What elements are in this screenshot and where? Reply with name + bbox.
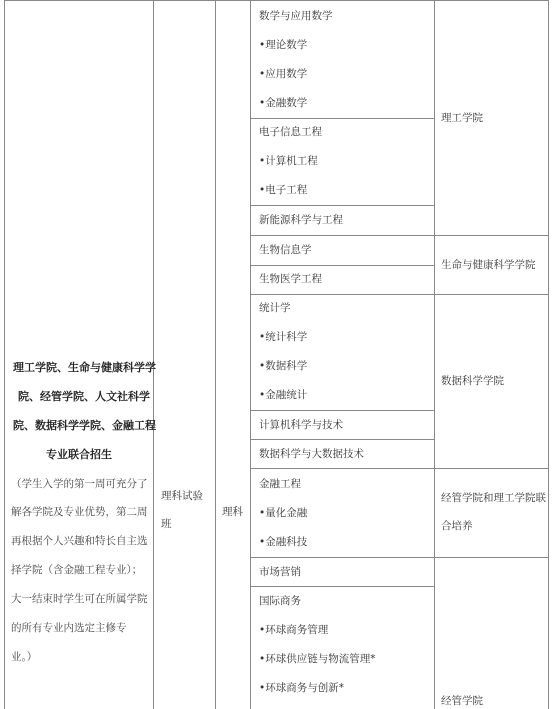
table-top-border (4, 0, 549, 1)
college-label: 理工学院 (441, 112, 483, 124)
col-divider-3 (250, 0, 251, 709)
major-item: •理论数学 (259, 39, 308, 51)
admission-note-line: 的所有专业内选定主修专 (11, 622, 127, 634)
major-item: 金融工程 (259, 478, 301, 490)
major-row-divider (250, 294, 435, 295)
admission-note-line: 解各学院及专业优势，第二周 (11, 506, 148, 518)
major-row-divider (250, 439, 435, 440)
admission-title-line: 院、经管学院、人文社科学 (18, 390, 150, 403)
college-label: 经管学院 (441, 695, 483, 707)
table-right-border (548, 0, 549, 709)
category-label: 理科 (222, 506, 243, 518)
major-item: 生物医学工程 (259, 273, 322, 285)
admission-title-line: 理工学院、生命与健康科学学 (13, 361, 156, 374)
major-item: •金融科技 (259, 536, 308, 548)
college-row-divider (434, 294, 549, 295)
major-item: 计算机科学与技术 (259, 419, 343, 431)
major-item: •环球商务与创新* (259, 682, 344, 694)
major-item: 新能源科学与工程 (259, 214, 343, 226)
col-divider-1 (153, 0, 154, 709)
major-item: 生物信息学 (259, 244, 312, 256)
major-item: •统计科学 (259, 331, 308, 343)
admission-note-line: （学生入学的第一周可充分了 (11, 478, 148, 490)
major-item: 市场营销 (259, 566, 301, 578)
college-label: 生命与健康科学学院 (441, 259, 536, 271)
major-item: 数据科学与大数据技术 (259, 448, 364, 460)
class-name-line: 理科试验 (161, 490, 203, 502)
major-row-divider (250, 410, 435, 411)
major-row-divider (250, 205, 435, 206)
major-row-divider (250, 557, 435, 558)
table-left-border (4, 0, 5, 709)
college-label: 合培养 (441, 520, 473, 532)
admission-note-line: 再根据个人兴趣和特长自主选 (11, 535, 148, 547)
major-item: •量化金融 (259, 507, 308, 519)
major-row-divider (250, 265, 435, 266)
major-item: 电子信息工程 (259, 126, 322, 138)
college-row-divider (434, 235, 549, 236)
admission-note-line: 大一结束时学生可在所属学院 (11, 593, 148, 605)
admission-note-line: 择学院（含金融工程专业）； (11, 564, 143, 576)
admission-title-line: 专业联合招生 (46, 448, 112, 461)
college-label: 经管学院和理工学院联 (441, 492, 546, 504)
major-item: 统计学 (259, 302, 291, 314)
major-item: •计算机工程 (259, 155, 318, 167)
major-item: •金融统计 (259, 389, 308, 401)
admission-note-line: 业。） (11, 651, 38, 663)
major-row-divider (250, 118, 435, 119)
major-item: 国际商务 (259, 595, 301, 607)
major-item: •数据科学 (259, 360, 308, 372)
admission-title-line: 院、数据科学学院、金融工程 (13, 419, 156, 432)
major-item: •应用数学 (259, 68, 308, 80)
major-item: •金融数学 (259, 97, 308, 109)
college-row-divider (434, 468, 549, 469)
col-divider-4 (434, 0, 435, 709)
class-name-line: 班 (161, 518, 172, 530)
col-divider-2 (215, 0, 216, 709)
major-row-divider (250, 235, 435, 236)
major-item: •环球商务管理 (259, 624, 329, 636)
major-row-divider (250, 468, 435, 469)
major-row-divider (250, 586, 435, 587)
major-item: 数学与应用数学 (259, 10, 333, 22)
major-item: •电子工程 (259, 184, 308, 196)
major-item: •环球供应链与物流管理* (259, 653, 376, 665)
college-row-divider (434, 557, 549, 558)
college-label: 数据科学学院 (441, 375, 504, 387)
